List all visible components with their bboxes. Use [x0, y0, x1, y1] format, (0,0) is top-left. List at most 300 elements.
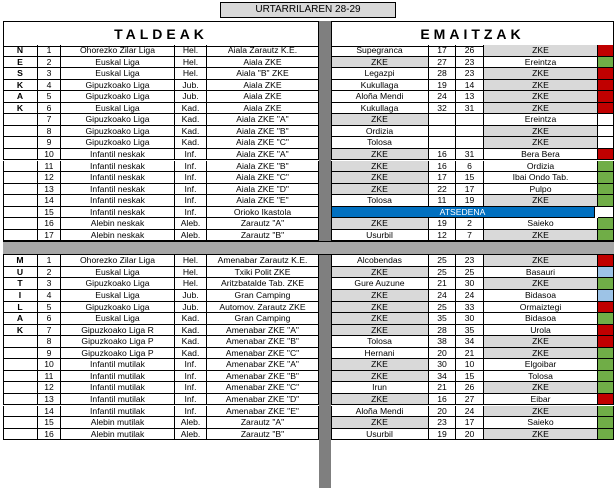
- away-score: 33: [456, 302, 484, 314]
- away-team: Bidasoa: [484, 313, 598, 325]
- row-number: 3: [38, 278, 61, 290]
- result-color: [598, 80, 614, 92]
- team-name: Amenabar ZKE "E": [207, 406, 319, 418]
- home-team: ZKE: [331, 394, 429, 406]
- home-score: 20: [429, 348, 456, 360]
- team-name: Aiala ZKE "B": [207, 161, 319, 173]
- home-score: 17: [429, 45, 456, 57]
- result-color: [598, 336, 614, 348]
- section-letter: N: [3, 45, 38, 57]
- section-letter: [3, 114, 38, 126]
- result-color: [598, 161, 614, 173]
- away-score: [456, 126, 484, 138]
- team-name: Txiki Polit ZKE: [207, 267, 319, 279]
- row-number: 14: [38, 195, 61, 207]
- home-score: 19: [429, 80, 456, 92]
- category: Jub.: [175, 80, 207, 92]
- section-letter: [3, 382, 38, 394]
- away-team: ZKE: [484, 126, 598, 138]
- away-team: ZKE: [484, 336, 598, 348]
- away-score: 13: [456, 91, 484, 103]
- away-team: Basauri: [484, 267, 598, 279]
- home-team: Alcobendas: [331, 255, 429, 267]
- team-name: Aiala Zarautz K.E.: [207, 45, 319, 57]
- home-score: 25: [429, 267, 456, 279]
- table-row: [3, 68, 614, 80]
- category: Kad.: [175, 114, 207, 126]
- section-letter: M: [3, 255, 38, 267]
- team-league: Euskal Liga: [61, 68, 175, 80]
- home-team: ZKE: [331, 161, 429, 173]
- row-number: 7: [38, 325, 61, 337]
- away-score: 24: [456, 290, 484, 302]
- team-name: Gran Camping: [207, 313, 319, 325]
- team-league: Gipuzkoako Liga: [61, 114, 175, 126]
- away-team: ZKE: [484, 230, 598, 242]
- away-score: 19: [456, 195, 484, 207]
- team-name: Zarautz "B": [207, 230, 319, 242]
- home-team: Gure Auzune: [331, 278, 429, 290]
- home-score: 32: [429, 103, 456, 115]
- result-color: [598, 313, 614, 325]
- home-score: 23: [429, 417, 456, 429]
- team-name: Zarautz "A": [207, 218, 319, 230]
- home-score: [429, 137, 456, 149]
- away-score: 31: [456, 103, 484, 115]
- team-name: Aiala ZKE "A": [207, 114, 319, 126]
- away-score: 17: [456, 184, 484, 196]
- team-league: Alebin mutilak: [61, 417, 175, 429]
- team-league: Gipuzkoako Liga: [61, 302, 175, 314]
- table-row: [3, 103, 614, 115]
- table-row: [3, 267, 614, 279]
- row-number: 16: [38, 429, 61, 441]
- team-name: Aiala "B" ZKE: [207, 68, 319, 80]
- team-name: Gran Camping: [207, 290, 319, 302]
- category: Jub.: [175, 290, 207, 302]
- table-row: [3, 313, 614, 325]
- home-score: 16: [429, 149, 456, 161]
- away-score: 26: [456, 382, 484, 394]
- table-row: [3, 382, 614, 394]
- team-league: Alebin neskak: [61, 218, 175, 230]
- away-score: 10: [456, 359, 484, 371]
- away-team: ZKE: [484, 68, 598, 80]
- team-league: Euskal Liga: [61, 290, 175, 302]
- section-letter: [3, 184, 38, 196]
- row-number: 10: [38, 149, 61, 161]
- home-score: 34: [429, 371, 456, 383]
- result-color: [598, 68, 614, 80]
- team-league: Gipuzkoako Liga P: [61, 336, 175, 348]
- team-league: Infantil mutilak: [61, 394, 175, 406]
- home-team: Usurbil: [331, 429, 429, 441]
- section-letter: K: [3, 103, 38, 115]
- result-color: [598, 126, 614, 138]
- home-team: Aloña Mendi: [331, 406, 429, 418]
- home-score: [429, 114, 456, 126]
- result-color: [598, 114, 614, 126]
- category: Kad.: [175, 126, 207, 138]
- result-color: [598, 255, 614, 267]
- home-score: 16: [429, 161, 456, 173]
- table-row: [3, 137, 614, 149]
- home-team: ZKE: [331, 267, 429, 279]
- home-team: ZKE: [331, 114, 429, 126]
- category: Kad.: [175, 348, 207, 360]
- home-team: ZKE: [331, 417, 429, 429]
- team-league: Infantil neskak: [61, 172, 175, 184]
- row-number: 7: [38, 114, 61, 126]
- away-team: ZKE: [484, 429, 598, 441]
- team-league: Infantil mutilak: [61, 359, 175, 371]
- team-league: Euskal Liga: [61, 103, 175, 115]
- home-score: 22: [429, 184, 456, 196]
- away-score: 34: [456, 336, 484, 348]
- result-color: [598, 429, 614, 441]
- table-row: [3, 302, 614, 314]
- home-team: Tolosa: [331, 137, 429, 149]
- away-team: ZKE: [484, 80, 598, 92]
- home-team: Aloña Mendi: [331, 91, 429, 103]
- team-name: Aiala ZKE "A": [207, 149, 319, 161]
- table-row: [3, 126, 614, 138]
- away-team: Saieko: [484, 417, 598, 429]
- home-score: 17: [429, 172, 456, 184]
- away-score: 15: [456, 371, 484, 383]
- row-number: 14: [38, 406, 61, 418]
- team-league: Gipuzkoako Liga R: [61, 325, 175, 337]
- team-name: Zarautz "B": [207, 429, 319, 441]
- away-score: 30: [456, 278, 484, 290]
- away-score: 2: [456, 218, 484, 230]
- row-number: 11: [38, 161, 61, 173]
- section-letter: E: [3, 57, 38, 69]
- team-league: Infantil neskak: [61, 161, 175, 173]
- category: Inf.: [175, 195, 207, 207]
- table-row: [3, 406, 614, 418]
- result-color: [598, 103, 614, 115]
- home-team: ZKE: [331, 184, 429, 196]
- team-league: Gipuzkoako Liga: [61, 80, 175, 92]
- row-number: 1: [38, 45, 61, 57]
- table-row: [3, 278, 614, 290]
- team-league: Infantil neskak: [61, 207, 175, 219]
- away-team: ZKE: [484, 382, 598, 394]
- team-league: Ohorezko Zilar Liga: [61, 255, 175, 267]
- home-team: ZKE: [331, 218, 429, 230]
- home-score: [429, 126, 456, 138]
- section-letter: L: [3, 302, 38, 314]
- team-league: Alebin neskak: [61, 230, 175, 242]
- team-league: Alebin mutilak: [61, 429, 175, 441]
- home-team: Irun: [331, 382, 429, 394]
- away-score: [456, 114, 484, 126]
- team-name: Aiala ZKE "C": [207, 172, 319, 184]
- section-letter: [3, 149, 38, 161]
- row-number: 6: [38, 103, 61, 115]
- home-score: 16: [429, 394, 456, 406]
- home-score: 27: [429, 57, 456, 69]
- section-letter: [3, 230, 38, 242]
- section-letter: [3, 195, 38, 207]
- away-score: 17: [456, 417, 484, 429]
- row-number: 12: [38, 172, 61, 184]
- team-league: Gipuzkoako Liga: [61, 91, 175, 103]
- home-score: 28: [429, 325, 456, 337]
- row-number: 15: [38, 207, 61, 219]
- result-color: [598, 406, 614, 418]
- away-team: Ordizia: [484, 161, 598, 173]
- section-letter: U: [3, 267, 38, 279]
- away-score: 21: [456, 348, 484, 360]
- away-team: ZKE: [484, 278, 598, 290]
- team-league: Ohorezko Zilar Liga: [61, 45, 175, 57]
- team-league: Gipuzkoako Liga: [61, 278, 175, 290]
- section-letter: K: [3, 325, 38, 337]
- team-name: Zarautz "A": [207, 417, 319, 429]
- home-score: 35: [429, 313, 456, 325]
- table-row: [3, 290, 614, 302]
- table-row: [3, 218, 614, 230]
- team-name: Aiala ZKE "B": [207, 126, 319, 138]
- result-color: [598, 394, 614, 406]
- away-team: Bidasoa: [484, 290, 598, 302]
- team-league: Gipuzkoako Liga: [61, 137, 175, 149]
- result-color: [598, 348, 614, 360]
- table-row: [3, 255, 614, 267]
- category: Inf.: [175, 149, 207, 161]
- team-name: Aiala ZKE: [207, 57, 319, 69]
- away-score: 35: [456, 325, 484, 337]
- table-row: [3, 57, 614, 69]
- home-team: Tolosa: [331, 336, 429, 348]
- team-league: Infantil mutilak: [61, 382, 175, 394]
- result-color: [598, 218, 614, 230]
- team-name: Aiala ZKE: [207, 103, 319, 115]
- team-name: Aiala ZKE: [207, 91, 319, 103]
- category: Kad.: [175, 103, 207, 115]
- category: Hel.: [175, 278, 207, 290]
- result-color: [598, 302, 614, 314]
- result-color: [598, 230, 614, 242]
- team-name: Aiala ZKE: [207, 80, 319, 92]
- category: Inf.: [175, 207, 207, 219]
- team-league: Euskal Liga: [61, 313, 175, 325]
- team-league: Gipuzkoako Liga: [61, 126, 175, 138]
- home-score: 19: [429, 218, 456, 230]
- section-letter: [3, 137, 38, 149]
- home-team: Supegranca: [331, 45, 429, 57]
- home-team: ZKE: [331, 172, 429, 184]
- home-score: 30: [429, 359, 456, 371]
- table-row: [3, 45, 614, 57]
- taldeak-header: TALDEAK: [3, 21, 319, 47]
- team-name: Amenabar ZKE "D": [207, 394, 319, 406]
- category: Inf.: [175, 394, 207, 406]
- home-team: Hernani: [331, 348, 429, 360]
- home-team: ZKE: [331, 371, 429, 383]
- home-team: ZKE: [331, 149, 429, 161]
- row-number: 15: [38, 417, 61, 429]
- table-row: [3, 184, 614, 196]
- home-score: 21: [429, 278, 456, 290]
- row-number: 3: [38, 68, 61, 80]
- section-letter: S: [3, 68, 38, 80]
- table-row: [3, 149, 614, 161]
- away-score: 30: [456, 313, 484, 325]
- team-league: Infantil neskak: [61, 195, 175, 207]
- away-team: Ibai Ondo Tab.: [484, 172, 598, 184]
- section-letter: [3, 336, 38, 348]
- category: Inf.: [175, 184, 207, 196]
- table-row: [3, 80, 614, 92]
- section-letter: A: [3, 313, 38, 325]
- away-score: 23: [456, 255, 484, 267]
- home-score: 19: [429, 429, 456, 441]
- home-team: ZKE: [331, 359, 429, 371]
- category: Hel.: [175, 68, 207, 80]
- away-team: Pulpo: [484, 184, 598, 196]
- section-letter: [3, 359, 38, 371]
- section-letter: [3, 417, 38, 429]
- section-letter: A: [3, 91, 38, 103]
- team-league: Infantil mutilak: [61, 406, 175, 418]
- home-score: 28: [429, 68, 456, 80]
- away-score: 31: [456, 149, 484, 161]
- category: Inf.: [175, 359, 207, 371]
- category: Inf.: [175, 371, 207, 383]
- row-number: 13: [38, 394, 61, 406]
- row-number: 10: [38, 359, 61, 371]
- category: Aleb.: [175, 429, 207, 441]
- section-letter: [3, 126, 38, 138]
- result-color: [598, 137, 614, 149]
- section-letter: [3, 429, 38, 441]
- section-letter: [3, 406, 38, 418]
- home-team: ZKE: [331, 302, 429, 314]
- row-number: 4: [38, 290, 61, 302]
- row-number: 5: [38, 91, 61, 103]
- team-league: Infantil mutilak: [61, 371, 175, 383]
- section-letter: I: [3, 290, 38, 302]
- away-score: [456, 137, 484, 149]
- team-name: Amenabar ZKE "C": [207, 382, 319, 394]
- away-team: Ormaiztegi: [484, 302, 598, 314]
- table-row: [3, 325, 614, 337]
- result-color: [598, 325, 614, 337]
- row-number: 6: [38, 313, 61, 325]
- home-score: 25: [429, 302, 456, 314]
- category: Kad.: [175, 137, 207, 149]
- away-score: 7: [456, 230, 484, 242]
- away-team: ZKE: [484, 137, 598, 149]
- section-letter: [3, 371, 38, 383]
- result-color: [598, 359, 614, 371]
- table-row: [3, 359, 614, 371]
- table-row: [3, 161, 614, 173]
- home-team: Kukullaga: [331, 103, 429, 115]
- result-color: [598, 195, 614, 207]
- table-row: [3, 172, 614, 184]
- category: Inf.: [175, 172, 207, 184]
- away-score: 25: [456, 267, 484, 279]
- table-row: [3, 336, 614, 348]
- team-name: Aritzbatalde Tab. ZKE: [207, 278, 319, 290]
- section-letter: [3, 348, 38, 360]
- result-color: [598, 149, 614, 161]
- row-number: 8: [38, 336, 61, 348]
- result-color: [598, 172, 614, 184]
- emaitzak-header: EMAITZAK: [331, 21, 614, 47]
- away-team: ZKE: [484, 406, 598, 418]
- team-league: Euskal Liga: [61, 57, 175, 69]
- team-league: Infantil neskak: [61, 149, 175, 161]
- category: Kad.: [175, 325, 207, 337]
- away-team: Ereintza: [484, 114, 598, 126]
- result-color: [598, 184, 614, 196]
- team-name: Amenabar ZKE "A": [207, 325, 319, 337]
- home-team: ZKE: [331, 325, 429, 337]
- row-number: 5: [38, 302, 61, 314]
- away-team: Ereintza: [484, 57, 598, 69]
- away-score: 14: [456, 80, 484, 92]
- row-number: 4: [38, 80, 61, 92]
- home-score: 21: [429, 382, 456, 394]
- home-score: 24: [429, 290, 456, 302]
- away-score: 20: [456, 429, 484, 441]
- category: Inf.: [175, 406, 207, 418]
- row-number: 17: [38, 230, 61, 242]
- table-row: [3, 91, 614, 103]
- table-row: [3, 429, 614, 441]
- away-score: 26: [456, 45, 484, 57]
- section-letter: [3, 218, 38, 230]
- table-row: [3, 207, 614, 219]
- section-letter: [3, 207, 38, 219]
- away-score: 23: [456, 68, 484, 80]
- away-team: ZKE: [484, 255, 598, 267]
- home-score: 20: [429, 406, 456, 418]
- result-color: [598, 371, 614, 383]
- category: Hel.: [175, 45, 207, 57]
- home-team: Kukullaga: [331, 80, 429, 92]
- table-row: [3, 371, 614, 383]
- team-name: Amenabar ZKE "C": [207, 348, 319, 360]
- home-score: 24: [429, 91, 456, 103]
- home-team: Tolosa: [331, 195, 429, 207]
- team-name: Automov. Zarautz ZKE: [207, 302, 319, 314]
- away-team: Urola: [484, 325, 598, 337]
- team-league: Gipuzkoako Liga P: [61, 348, 175, 360]
- home-team: ZKE: [331, 313, 429, 325]
- row-number: 9: [38, 348, 61, 360]
- away-score: 27: [456, 394, 484, 406]
- table-row: [3, 195, 614, 207]
- category: Jub.: [175, 91, 207, 103]
- section-letter: [3, 394, 38, 406]
- home-score: 38: [429, 336, 456, 348]
- category: Aleb.: [175, 417, 207, 429]
- away-team: Elgoibar: [484, 359, 598, 371]
- home-team: Legazpi: [331, 68, 429, 80]
- result-color: [598, 91, 614, 103]
- result-color: [598, 417, 614, 429]
- row-number: 12: [38, 382, 61, 394]
- category: Kad.: [175, 313, 207, 325]
- result-color: [598, 278, 614, 290]
- table-row: [3, 417, 614, 429]
